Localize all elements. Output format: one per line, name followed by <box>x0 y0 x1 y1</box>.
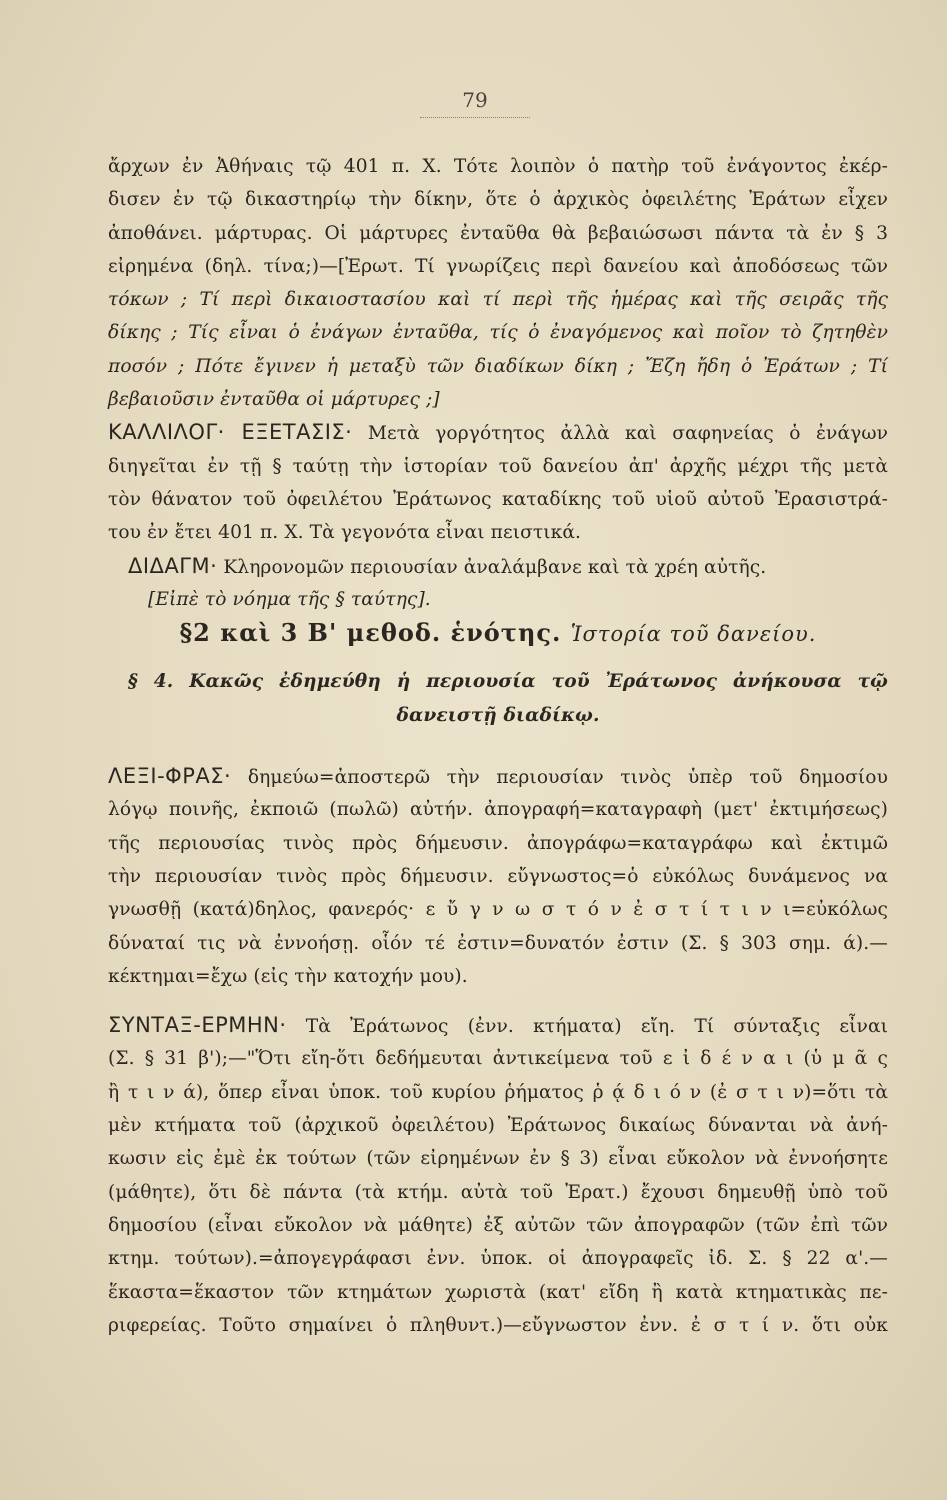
didagm-line <box>108 550 888 583</box>
text-line: κωσιν εἰς ἐμὲ ἐκ τούτων (τῶν εἰρημένων ἐν § 3) εἶναι εὔκολον νὰ ἐννοήσητε <box>108 1148 888 1170</box>
section-title-italic: Ἱστορία τοῦ δανείου. <box>570 622 817 647</box>
text-line: (μάθητε), ὅτι δὲ πάντα (τὰ κτήμ. αὐτὰ τοῦ Ἐρατ.) ἔχουσι δημευθῇ ὑπὸ τοῦ <box>108 1181 888 1203</box>
kalliloge-label: ΚΑΛΛΙΛΟΓ· ΕΞΕΤΑΣΙΣ· <box>108 420 353 445</box>
text-line: ἄρχων ἐν Ἀθήναις τῷ 401 π. Χ. Τότε λοιπὸν ὁ πατὴρ τοῦ ἐνάγοντος ἐκέρ- <box>108 156 888 177</box>
lexifras-first-line <box>108 760 888 793</box>
text-line: (Σ. § 31 β');—"Ὅτι εἴη-ὅτι δεδήμευται ἀντικείμενα τοῦ ε ἰ δ έ ν α ι (ὑ μ ᾶ ς <box>108 1048 888 1070</box>
syntax-first-text: Τὰ Ἐράτωνος (ἐνν. κτήματα) εἴη. Τί σύνταξις εἶναι <box>305 1016 888 1038</box>
spacer <box>108 732 888 760</box>
text-line: ἀποθάνει. μάρτυρας. Οἱ μάρτυρες ἐνταῦθα θὰ βεβαιώσωσι πάντα τὰ ἐν § 3 <box>108 222 888 244</box>
text-line: δίκης ; Τίς εἶναι ὁ ἐνάγων ἐνταῦθα, τίς ὁ ἐναγόμενος καὶ ποῖον τὸ ζητηθὲν <box>108 322 888 344</box>
didagm-note: [Εἰπὲ τὸ νόημα τῆς § ταύτης]. <box>148 588 431 610</box>
section4-line1: § 4. Κακῶς ἐδημεύθη ἡ περιουσία τοῦ Ἐράτωνος ἀνήκουσα τῷ <box>128 671 888 693</box>
kalliloge-first-line <box>108 416 888 449</box>
text-line: κέκτημαι=ἔχω (εἰς τὴν κατοχήν μου). <box>108 965 468 987</box>
page-number: 79 <box>462 88 488 112</box>
didagm-label: ΔΙΔΑΓΜ· <box>128 553 218 578</box>
text-line: ἢ τ ι ν ά), ὅπερ εἶναι ὑποκ. τοῦ κυρίου ῥήματος ῥ ᾴ δ ι ό ν (ἐ σ τ ι ν)=ὅτι τὰ <box>108 1081 888 1103</box>
text-line: κτημ. τούτων).=ἀπογεγράφασι ἐνν. ὑποκ. οἱ ἀπογραφεῖς ἰδ. Σ. § 22 α'.— <box>108 1248 888 1270</box>
section-title <box>108 616 888 649</box>
kalliloge-first-text: Μετὰ γοργότητος ἀλλὰ καὶ σαφηνείας ὁ ἐνάγων <box>367 423 888 445</box>
page-number-rule <box>420 117 530 118</box>
section-title-prefix: §2 καὶ 3 Β' μεθοδ. ἑνότης. <box>179 618 562 648</box>
text-line: δύναταί τις νὰ ἐννοήσῃ. οἷόν τέ ἐστιν=δυνατόν ἐστιν (Σ. § 303 σημ. ά).— <box>108 932 888 954</box>
section4-line2: δανειστῇ διαδίκῳ. <box>396 704 600 726</box>
text-line: τῆς περιουσίας τινὸς πρὸς δήμευσιν. ἀπογράφω=καταγράφω καὶ ἐκτιμῶ <box>108 832 888 854</box>
syntax-label: ΣΥΝΤΑΞ-ΕΡΜΗΝ· <box>108 1013 287 1038</box>
syntax-first-line <box>108 1009 888 1042</box>
text-line: τόκων ; Τί περὶ δικαιοστασίου καὶ τί περὶ τῆς ἡμέρας καὶ τῆς σειρᾶς τῆς <box>108 289 888 311</box>
didagm-text: Κληρονομῶν περιουσίαν ἀναλάμβανε καὶ τὰ χρέη αὐτῆς. <box>223 556 767 578</box>
text-line: λόγῳ ποινῆς, ἐκποιῶ (πωλῶ) αὐτήν. ἀπογραφή=καταγραφὴ (μετ' ἐκτιμήσεως) <box>108 799 888 821</box>
text-line: δισεν ἐν τῷ δικαστηρίῳ τὴν δίκην, ὅτε ὁ ἀρχικὸς ὀφειλέτης Ἐράτων εἶχεν <box>108 189 888 211</box>
text-line: τὴν περιουσίαν τινὸς πρὸς δήμευσιν. εὔγνωστος=ὁ εὐκόλως δυνάμενος να <box>108 865 888 887</box>
text-line: ποσόν ; Πότε ἔγινεν ἡ μεταξὺ τῶν διαδίκων δίκη ; Ἔζη ἤδη ὁ Ἐράτων ; Τί <box>108 355 888 377</box>
text-line: ἕκαστα=ἕκαστον τῶν κτημάτων χωριστὰ (κατ' εἴδη ἢ κατὰ κτηματικὰς πε- <box>108 1281 888 1303</box>
page-text <box>108 150 888 1342</box>
text-line: εἰρημένα (δηλ. τίνα;)—[Ἐρωτ. Τί γνωρίζεις περὶ δανείου καὶ ἀποδόσεως τῶν <box>108 255 888 277</box>
text-line: του ἐν ἔτει 401 π. Χ. Τὰ γεγονότα εἶναι πειστικά. <box>108 522 582 544</box>
lexifras-label: ΛΕΞΙ-ΦΡΑΣ· <box>108 764 232 789</box>
text-line: βεβαιοῦσιν ἐνταῦθα οἱ μάρτυρες ;] <box>108 389 440 411</box>
text-line: δημοσίου (εἶναι εὔκολον νὰ μάθητε) ἐξ αὐτῶν τῶν ἀπογραφῶν (τῶν ἐπὶ τῶν <box>108 1214 888 1236</box>
text-line: ριφερείας. Τοῦτο σημαίνει ὁ πληθυντ.)—εὔγνωστον ἐνν. ἐ σ τ ί ν. ὅτι οὐκ <box>108 1314 888 1336</box>
text-line: τὸν θάνατον τοῦ ὀφειλέτου Ἐράτωνος καταδίκης τοῦ υἱοῦ αὐτοῦ Ἐρασιστρά- <box>108 488 888 510</box>
text-line: γνωσθῇ (κατά)δηλος, φανερός· ε ὔ γ ν ω σ τ ό ν ἐ σ τ ί τ ι ν ι=εὐκόλως <box>108 899 888 921</box>
spacer <box>108 993 888 1009</box>
spacer <box>108 649 888 665</box>
text-line: μὲν κτήματα τοῦ (ἀρχικοῦ ὀφειλέτου) Ἐράτωνος δικαίως δύνανται νὰ ἀνή- <box>108 1115 888 1137</box>
text-line: διηγεῖται ἐν τῇ § ταύτῃ τὴν ἱστορίαν τοῦ δανείου ἀπ' ἀρχῆς μέχρι τῆς μετὰ <box>108 455 888 477</box>
lexifras-first-text: δημεύω=ἀποστερῶ τὴν περιουσίαν τινὸς ὑπὲρ τοῦ δημοσίου <box>247 767 889 789</box>
